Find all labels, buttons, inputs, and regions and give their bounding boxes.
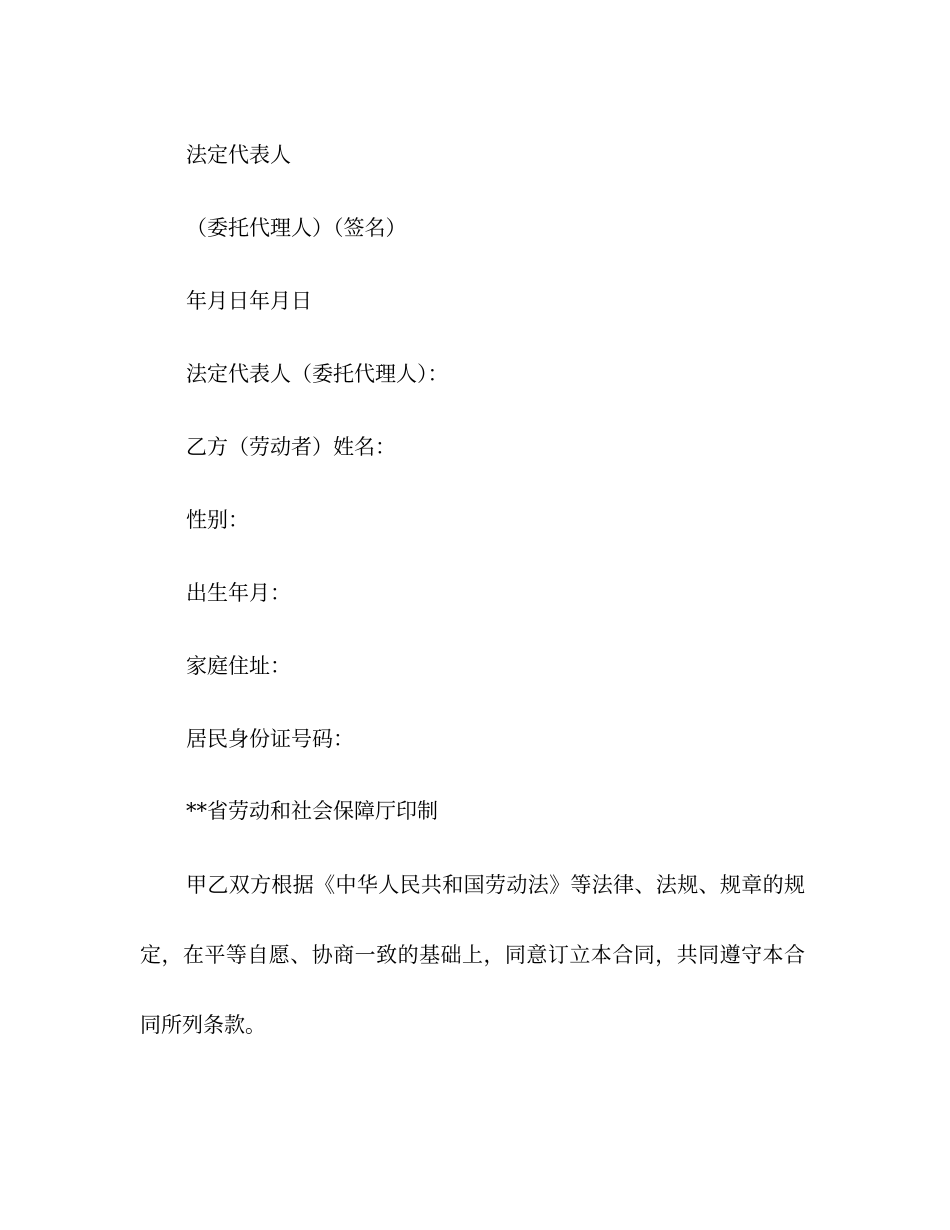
party-b-name-label: 乙方（劳动者）姓名： (186, 435, 396, 459)
gender-label: 性别： (186, 508, 249, 532)
birth-date-label: 出生年月： (186, 581, 291, 605)
id-number-label: 居民身份证号码： (186, 727, 354, 751)
contract-intro-paragraph: 甲乙双方根据《中华人民共和国劳动法》等法律、法规、规章的规定，在平等自愿、协商一致的基础上，同意订立本合同，共同遵守本合同所列条款。 (140, 873, 805, 1037)
printed-by-label: **省劳动和社会保障厅印制 (186, 799, 438, 823)
date-label: 年月日年月日 (186, 289, 312, 313)
legal-representative-agent-label: 法定代表人（委托代理人）： (186, 362, 449, 386)
legal-representative-label: 法定代表人 (186, 143, 291, 167)
home-address-label: 家庭住址： (186, 654, 291, 678)
authorized-agent-signature-label: （委托代理人）（签名） (186, 216, 407, 240)
